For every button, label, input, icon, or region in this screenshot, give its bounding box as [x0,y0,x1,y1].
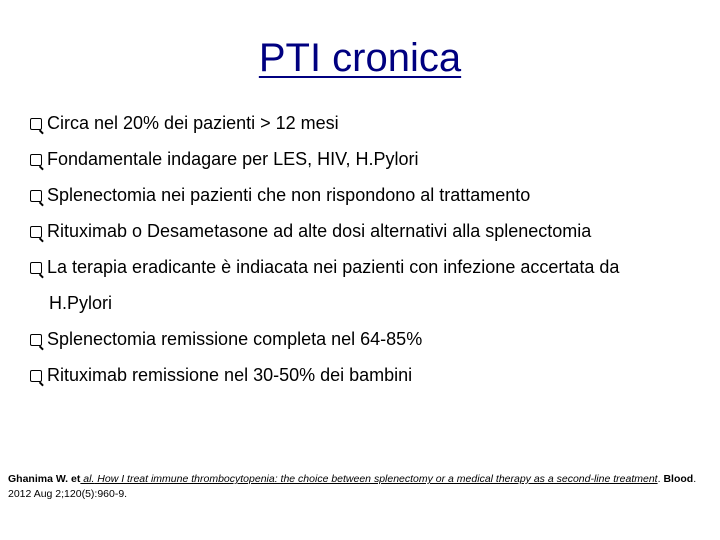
slide-title: PTI cronica [258,36,462,80]
checkbox-bullet-icon [30,148,47,170]
bullet-text: Splenectomia remissione completa nel 64-85% [47,329,423,349]
slide-title-container [0,36,720,81]
bullet-text: Rituximab o Desametasone ad alte dosi alternativi alla splenectomia [47,221,592,241]
bullet-item [30,112,710,148]
bullet-item [30,256,710,328]
checkbox-bullet-icon [30,184,47,206]
checkbox-bullet-icon [30,112,47,134]
checkbox-bullet-icon [30,328,47,350]
checkbox-bullet-icon [30,220,47,242]
checkbox-bullet-icon [30,364,47,386]
bullet-item [30,148,710,184]
bullet-item [30,328,710,364]
reference-article-title-link[interactable]: How I treat immune thrombocytopenia: the choice between splenectomy or a medical therapy as a second-line treatment [94,473,658,485]
bullet-text: Fondamentale indagare per LES, HIV, H.Pylori [47,149,419,169]
bullet-item [30,184,710,220]
reference-author: Ghanima W. et [8,473,81,485]
checkbox-bullet-icon [30,256,47,278]
bullet-item [30,364,710,400]
bullet-text: Rituximab remissione nel 30-50% dei bambini [47,365,413,385]
bullet-text: La terapia eradicante è indiacata nei pazienti con infezione accertata da [47,257,620,277]
bullet-list [30,112,710,400]
reference-separator: . [657,473,664,485]
reference-citation [8,472,708,502]
bullet-text-continuation: H.Pylori [49,293,113,313]
bullet-text: Circa nel 20% dei pazienti > 12 mesi [47,113,339,133]
bullet-text: Splenectomia nei pazienti che non rispondono al trattamento [47,185,531,205]
reference-details: . 2012 Aug 2;120(5):960-9. [8,473,697,500]
bullet-item [30,220,710,256]
reference-et-al: al. [80,473,95,485]
reference-journal: Blood [663,473,694,485]
